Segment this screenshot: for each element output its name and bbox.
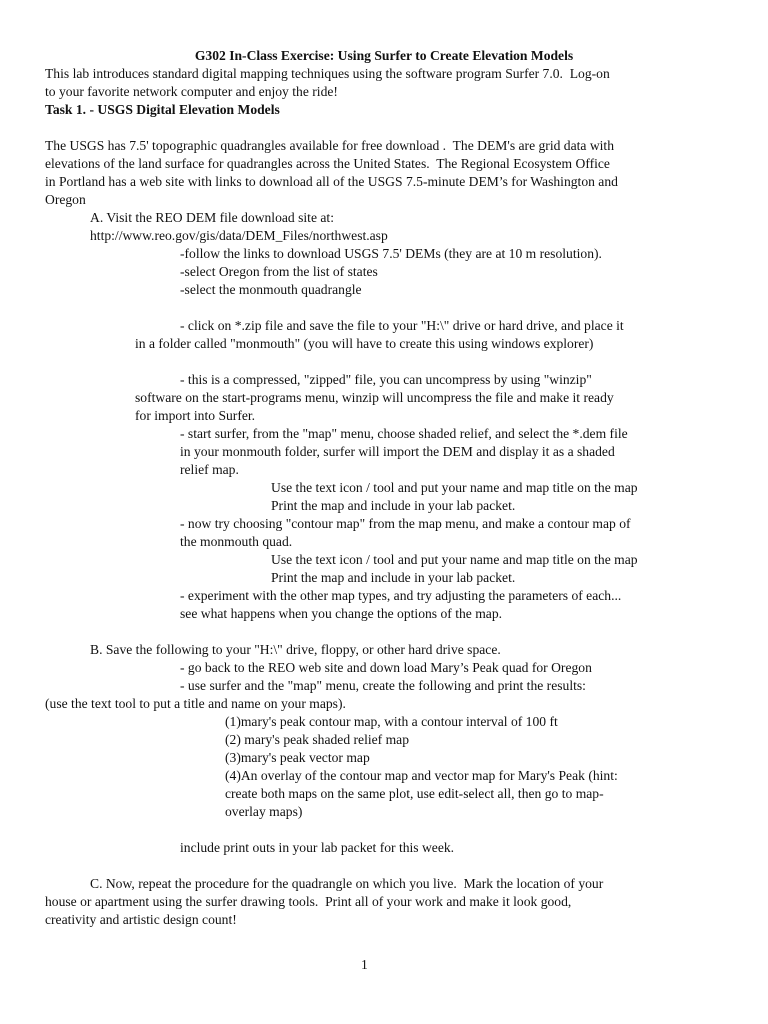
surfer-step-line: in your monmouth folder, surfer will import the DEM and display it as a shaded [180, 444, 615, 459]
reo-url-link[interactable]: http://www.reo.gov/gis/data/DEM_Files/northwest.asp [90, 228, 388, 243]
section-c-line: C. Now, repeat the procedure for the quadrangle on which you live. Mark the location of your [90, 876, 604, 891]
section-c-line: house or apartment using the surfer drawing tools. Print all of your work and make it look good, [45, 894, 572, 909]
map-item: overlay maps) [225, 804, 303, 819]
section-b-step: - go back to the REO web site and down load Mary’s Peak quad for Oregon [180, 660, 592, 675]
intro-line-1: This lab introduces standard digital mapping techniques using the software program Surfer 7.0. Log-on [45, 66, 610, 81]
usgs-paragraph-line: The USGS has 7.5' topographic quadrangles available for free download . The DEM's are grid data with [45, 138, 615, 153]
surfer-step-line: relief map. [180, 462, 239, 477]
section-b-step: - use surfer and the "map" menu, create the following and print the results: [180, 678, 586, 693]
usgs-paragraph-line: in Portland has a web site with links to download all of the USGS 7.5-minute DEM’s for Washington and [45, 174, 618, 189]
print-instruction: Print the map and include in your lab packet. [271, 498, 516, 513]
include-printouts-note: include print outs in your lab packet for this week. [180, 840, 455, 855]
page-title: G302 In-Class Exercise: Using Surfer to Create Elevation Models [194, 48, 574, 63]
section-b-heading: B. Save the following to your "H:\" drive, floppy, or other hard drive space. [90, 642, 501, 657]
contour-step-line: the monmouth quad. [180, 534, 293, 549]
winzip-step-line: - this is a compressed, "zipped" file, you can uncompress by using "winzip" [180, 372, 592, 387]
step-line: -select the monmouth quadrangle [180, 282, 362, 297]
surfer-step-line: - start surfer, from the "map" menu, choose shaded relief, and select the *.dem file [180, 426, 628, 441]
experiment-step-line: see what happens when you change the options of the map. [180, 606, 503, 621]
step-line: -select Oregon from the list of states [180, 264, 378, 279]
usgs-paragraph-line: Oregon [45, 192, 86, 207]
intro-line-2: to your favorite network computer and enjoy the ride! [45, 84, 338, 99]
experiment-step-line: - experiment with the other map types, and try adjusting the parameters of each... [180, 588, 622, 603]
page-number: 1 [361, 957, 368, 972]
text-tool-instruction: Use the text icon / tool and put your name and map title on the map [271, 480, 638, 495]
print-instruction: Print the map and include in your lab packet. [271, 570, 516, 585]
map-item: (4)An overlay of the contour map and vector map for Mary's Peak (hint: [225, 768, 618, 783]
section-b-note: (use the text tool to put a title and name on your maps). [45, 696, 346, 711]
text-tool-instruction: Use the text icon / tool and put your name and map title on the map [271, 552, 638, 567]
step-line: -follow the links to download USGS 7.5' DEMs (they are at 10 m resolution). [180, 246, 602, 261]
map-item: (1)mary's peak contour map, with a contour interval of 100 ft [225, 714, 558, 729]
map-item: (2) mary's peak shaded relief map [225, 732, 410, 747]
usgs-paragraph-line: elevations of the land surface for quadrangles across the United States. The Regional Ecosystem Office [45, 156, 610, 171]
winzip-step-line: for import into Surfer. [135, 408, 256, 423]
section-c-line: creativity and artistic design count! [45, 912, 237, 927]
section-a-heading: A. Visit the REO DEM file download site at: [90, 210, 334, 225]
contour-step-line: - now try choosing "contour map" from the map menu, and make a contour map of [180, 516, 631, 531]
map-item: create both maps on the same plot, use edit-select all, then go to map- [225, 786, 604, 801]
zip-step-line: - click on *.zip file and save the file to your "H:\" drive or hard drive, and place it [180, 318, 624, 333]
zip-step-line: in a folder called "monmouth" (you will have to create this using windows explorer) [135, 336, 594, 351]
task1-heading: Task 1. - USGS Digital Elevation Models [45, 102, 280, 117]
map-item: (3)mary's peak vector map [225, 750, 370, 765]
winzip-step-line: software on the start-programs menu, winzip will uncompress the file and make it ready [135, 390, 614, 405]
